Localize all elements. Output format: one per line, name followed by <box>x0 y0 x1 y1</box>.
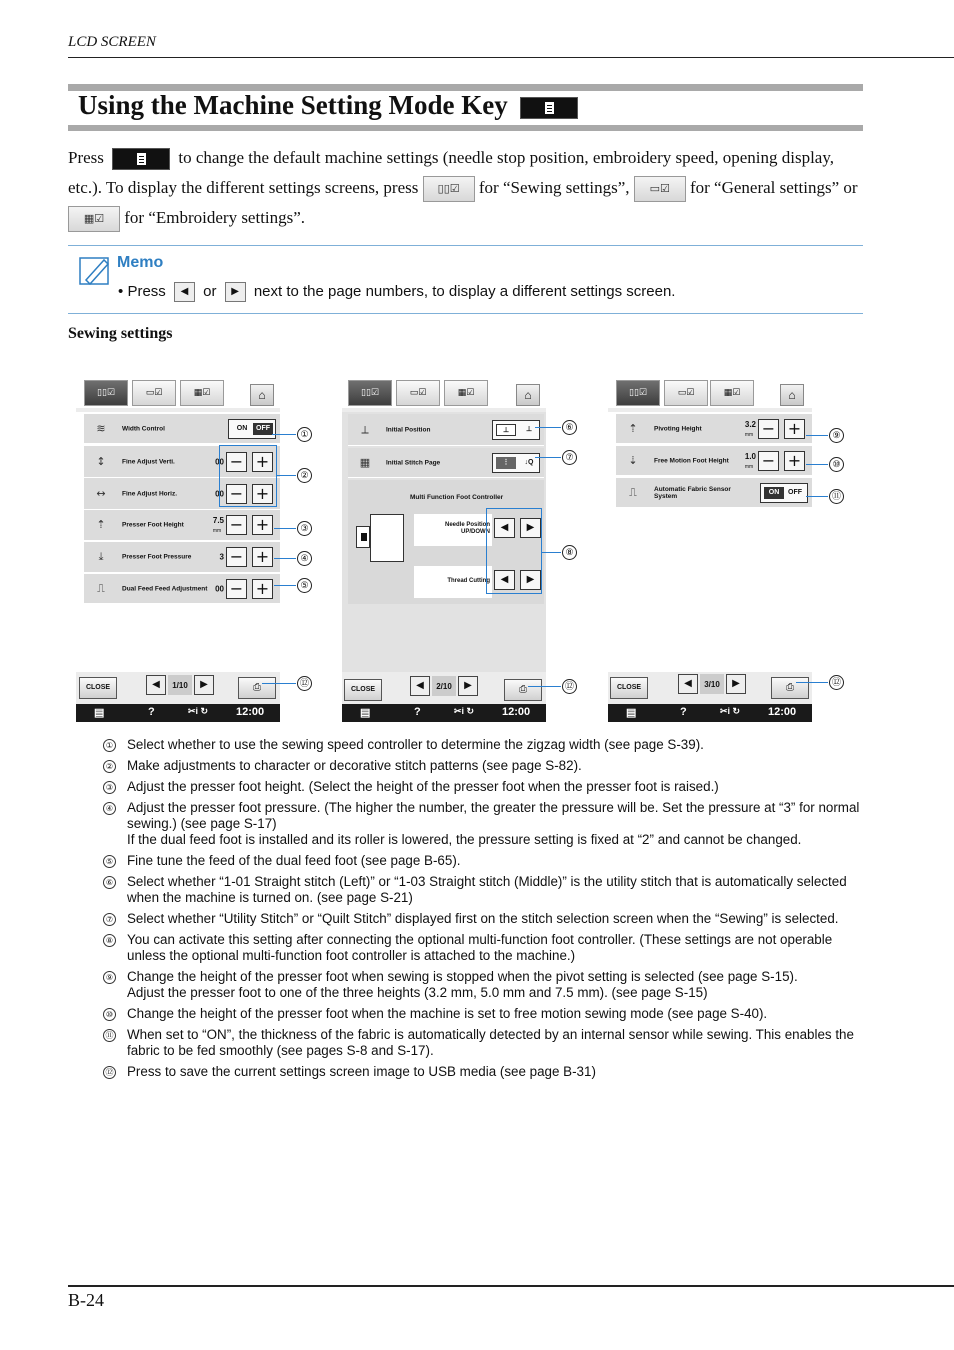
legend-number: ⑪ <box>103 1029 116 1042</box>
machine-setting-icon[interactable]: ▤ <box>94 707 105 719</box>
minus-button[interactable]: − <box>226 452 247 472</box>
presser-foot-height-icon: ⇡ <box>96 518 106 531</box>
setting-label: Width Control <box>122 425 165 432</box>
memo-bullet: • <box>118 282 124 300</box>
value-number: 1.0 <box>744 451 756 461</box>
callout-12: ⑫ <box>829 675 844 690</box>
plus-button[interactable]: + <box>252 452 273 472</box>
footer-rule <box>68 1285 954 1287</box>
next-page-button[interactable]: ▶ <box>458 676 478 696</box>
title-bar-bottom <box>68 125 863 131</box>
legend-number: ⑩ <box>103 1008 116 1021</box>
memo-text <box>118 282 675 302</box>
close-button[interactable]: CLOSE <box>610 677 648 699</box>
free-motion-foot-icon: ⇣ <box>628 453 638 467</box>
legend-item-4 <box>103 800 873 848</box>
tab-bar <box>76 380 280 408</box>
tab-sewing-settings[interactable]: ▯▯☑ <box>348 380 392 406</box>
minus-button[interactable]: − <box>758 419 779 439</box>
value-unit: mm <box>744 431 754 438</box>
tab-embroidery-settings[interactable]: ▦☑ <box>180 380 224 406</box>
page-selector <box>678 674 746 694</box>
page-title <box>78 90 578 121</box>
next-page-button[interactable]: ▶ <box>194 675 214 695</box>
mffc-needle-prev-button[interactable]: ◀ <box>494 518 515 538</box>
intro-for-general: for “General settings” or <box>689 178 858 197</box>
legend-text: Select whether “1-01 Straight stitch (Left)” or “1-03 Straight stitch (Middle)” is the utility stitch that is automatically selected when the machine is turned on. (see page S-21) <box>127 874 847 905</box>
memo-pen-icon <box>78 254 112 286</box>
tutorial-icon[interactable]: ✂i ↻ <box>720 706 741 716</box>
legend-item-11 <box>103 1027 873 1059</box>
minus-button[interactable]: − <box>226 579 247 599</box>
legend-text: Adjust the presser foot height. (Select the height of the presser foot when the presser foot is raised.) <box>127 779 719 794</box>
legend-text: Press to save the current settings screen image to USB media (see page B-31) <box>127 1064 596 1079</box>
machine-setting-key-icon <box>112 148 170 170</box>
prev-page-key-icon: ◀ <box>174 282 195 302</box>
mffc-thread-next-button[interactable]: ▶ <box>520 570 541 590</box>
close-button[interactable]: CLOSE <box>79 677 117 699</box>
legend-number: ③ <box>103 781 116 794</box>
help-icon[interactable]: ? <box>680 706 687 718</box>
page-number: 3/10 <box>700 674 724 694</box>
mffc-row-needle <box>414 514 492 546</box>
setting-value <box>745 420 756 438</box>
plus-button[interactable]: + <box>252 579 273 599</box>
fine-adjust-horiz-icon: ↔ <box>96 486 106 500</box>
setting-label: Free Motion Foot Height <box>654 457 729 464</box>
plus-button[interactable]: + <box>252 515 273 535</box>
legend-text: Change the height of the presser foot when sewing is stopped when the pivot setting is selected (see page S-15). Adjust the presser foot to one of the three heights (3.2 mm, 5.0 mm and 7.5 mm). (see page S-15) <box>127 969 798 1000</box>
setting-value: 00 <box>215 457 224 466</box>
tab-bar <box>608 380 812 408</box>
setting-label: Automatic Fabric Sensor System <box>654 485 731 500</box>
callout-8: ⑧ <box>562 545 577 560</box>
running-header: LCD SCREEN <box>68 34 156 50</box>
legend-list <box>103 737 873 1085</box>
callout-line <box>277 475 296 476</box>
sewing-settings-screen-1 <box>76 380 280 722</box>
page-number: 1/10 <box>168 675 192 695</box>
close-button[interactable]: CLOSE <box>344 679 382 701</box>
legend-number: ④ <box>103 802 116 815</box>
legend-item-3 <box>103 779 873 795</box>
callout-10: ⑩ <box>829 457 844 472</box>
setting-row-presser-foot-height <box>84 510 280 541</box>
callout-line <box>528 686 561 687</box>
minus-button[interactable]: − <box>758 451 779 471</box>
save-screen-image-button[interactable]: ⎙ <box>771 677 809 699</box>
intro-for-sewing: for “Sewing settings”, <box>478 178 630 197</box>
legend-text: You can activate this setting after connecting the optional multi-function foot controller. (These settings are not operable unless the optional multi-function foot controller is attached to the machine.) <box>127 932 833 963</box>
legend-text: Select whether to use the sewing speed controller to determine the zigzag width (see page S-39). <box>127 737 704 752</box>
toggle-off: OFF <box>253 423 273 435</box>
tab-general-settings[interactable]: ▭☑ <box>664 380 708 406</box>
setting-label: Presser Foot Pressure <box>122 553 192 561</box>
memo-rule-top <box>68 245 863 246</box>
width-control-icon: ≋ <box>96 421 106 435</box>
clock: 12:00 <box>768 706 797 718</box>
setting-label: Fine Adjust Horiz. <box>122 490 178 497</box>
callout-7: ⑦ <box>562 450 577 465</box>
memo-press: Press <box>127 282 166 300</box>
setting-value <box>213 516 224 534</box>
legend-text: Select whether “Utility Stitch” or “Quilt Stitch” displayed first on the stitch selection screen when the “Sewing” is selected. <box>127 911 839 926</box>
intro-paragraph <box>68 143 858 233</box>
clock: 12:00 <box>236 706 265 718</box>
page-number: B-24 <box>68 1290 104 1310</box>
tab-sewing-settings[interactable]: ▯▯☑ <box>616 380 660 406</box>
sewing-settings-screen-3 <box>608 380 812 722</box>
setting-row-dual-feed-adjustment <box>84 574 280 604</box>
value-unit: mm <box>744 463 754 470</box>
callout-12: ⑫ <box>562 679 577 694</box>
initial-stitch-page-button[interactable]: ⋮ ↓Q <box>492 453 540 473</box>
machine-setting-icon[interactable]: ▤ <box>626 707 637 719</box>
minus-button[interactable]: − <box>226 547 247 567</box>
legend-item-7 <box>103 911 873 927</box>
setting-label: Pivoting Height <box>654 425 702 432</box>
legend-item-6 <box>103 874 873 906</box>
legend-item-8 <box>103 932 873 964</box>
general-settings-icon: ▭☑ <box>634 176 686 202</box>
legend-number: ⑤ <box>103 855 116 868</box>
legend-number: ② <box>103 760 116 773</box>
needle-position-icon: ⟂ <box>361 422 369 436</box>
presser-foot-pressure-icon: ⤓ <box>98 550 104 563</box>
legend-text: Make adjustments to character or decorative stitch patterns (see page S-82). <box>127 758 582 773</box>
page-title-text: Using the Machine Setting Mode Key <box>78 90 508 120</box>
setting-label: Initial Position <box>386 426 431 433</box>
intro-text-1: to change the default machine settings (needle stop position, embroidery speed, opening display, etc.). To display the different settings screens, press <box>68 148 834 197</box>
toggle-off: OFF <box>788 488 802 496</box>
stitch-grid-icon: ▦ <box>359 455 371 469</box>
callout-line <box>535 457 561 458</box>
prev-page-button[interactable]: ◀ <box>410 676 430 696</box>
setting-row-automatic-fabric-sensor <box>616 478 812 508</box>
home-icon[interactable]: ⌂ <box>250 384 274 406</box>
mffc-label-thread: Thread Cutting <box>447 578 490 584</box>
fine-adjust-verti-icon: ↕ <box>96 454 106 468</box>
callout-line <box>796 682 828 683</box>
mffc-needle-next-button[interactable]: ▶ <box>520 518 541 538</box>
memo-or: or <box>203 282 217 300</box>
legend-number: ⑫ <box>103 1066 116 1079</box>
intro-for-embroidery: for “Embroidery settings”. <box>124 208 306 227</box>
tab-sewing-settings[interactable]: ▯▯☑ <box>84 380 128 406</box>
fabric-sensor-toggle[interactable] <box>760 483 808 503</box>
callout-line <box>262 683 296 684</box>
callout-line <box>274 558 296 559</box>
setting-row-free-motion-foot-height <box>616 446 812 476</box>
status-bar <box>76 704 280 722</box>
setting-row-width-control <box>84 414 280 444</box>
prev-page-button[interactable]: ◀ <box>678 674 698 694</box>
setting-value: 3 <box>219 552 224 562</box>
legend-number: ⑨ <box>103 971 116 984</box>
setting-label: Dual Feed Feed Adjustment <box>122 585 208 592</box>
tutorial-icon[interactable]: ✂i ↻ <box>188 706 209 716</box>
setting-row-pivoting-height <box>616 414 812 444</box>
tab-general-settings[interactable]: ▭☑ <box>132 380 176 406</box>
status-bar <box>608 704 812 722</box>
legend-item-10 <box>103 1006 873 1022</box>
section-heading: Sewing settings <box>68 325 173 342</box>
callout-line <box>806 496 828 497</box>
setting-label: Fine Adjust Verti. <box>122 458 175 465</box>
next-page-button[interactable]: ▶ <box>726 674 746 694</box>
legend-text: Change the height of the presser foot when the machine is set to free motion sewing mode (see page S-40). <box>127 1006 768 1021</box>
intro-press: Press <box>68 148 104 167</box>
plus-button[interactable]: + <box>784 451 805 471</box>
legend-item-2 <box>103 758 873 774</box>
width-control-toggle[interactable] <box>228 419 276 439</box>
minus-button[interactable]: − <box>226 515 247 535</box>
callout-1: ① <box>297 427 312 442</box>
callout-12: ⑫ <box>297 676 312 691</box>
plus-button[interactable]: + <box>784 419 805 439</box>
callout-6: ⑥ <box>562 420 577 435</box>
help-icon[interactable]: ? <box>414 706 421 718</box>
machine-setting-key-icon <box>520 97 578 119</box>
callout-5: ⑤ <box>297 578 312 593</box>
memo-rest: next to the page numbers, to display a different settings screen. <box>253 282 676 300</box>
minus-button[interactable]: − <box>226 484 247 504</box>
page-selector <box>410 676 478 696</box>
legend-item-12 <box>103 1064 873 1080</box>
mffc-row-thread <box>414 566 492 598</box>
memo-title: Memo <box>117 254 164 271</box>
callout-line <box>274 528 296 529</box>
legend-number: ① <box>103 739 116 752</box>
page-number: 2/10 <box>432 676 456 696</box>
callout-3: ③ <box>297 521 312 536</box>
value-number: 3.2 <box>744 419 756 429</box>
foot-pedal-small-icon <box>356 526 370 548</box>
embroidery-settings-icon: ▦☑ <box>68 206 120 232</box>
mffc-title: Multi Function Foot Controller <box>410 494 504 501</box>
value-number: 7.5 <box>212 516 224 525</box>
callout-9: ⑨ <box>829 428 844 443</box>
legend-number: ⑦ <box>103 913 116 926</box>
setting-label: Presser Foot Height <box>122 521 184 529</box>
callout-line <box>806 435 828 436</box>
header-rule <box>68 57 954 58</box>
toggle-on: ON <box>764 487 784 499</box>
sewing-settings-icon: ▯▯☑ <box>423 176 475 202</box>
callout-highlight-2 <box>219 445 277 507</box>
help-icon[interactable]: ? <box>148 706 155 718</box>
callout-2: ② <box>297 468 312 483</box>
machine-setting-icon[interactable]: ▤ <box>360 707 371 719</box>
setting-label: Initial Stitch Page <box>386 459 441 466</box>
callout-line <box>274 585 296 586</box>
mffc-thread-prev-button[interactable]: ◀ <box>494 570 515 590</box>
home-icon[interactable]: ⌂ <box>516 384 540 406</box>
initial-position-button[interactable]: ⊥ ⊥ <box>492 420 540 440</box>
plus-button[interactable]: + <box>252 484 273 504</box>
tab-bar <box>342 380 546 408</box>
next-page-key-icon: ▶ <box>225 282 246 302</box>
prev-page-button[interactable]: ◀ <box>146 675 166 695</box>
legend-text: Fine tune the feed of the dual feed foot (see page B-65). <box>127 853 461 868</box>
legend-text: Adjust the presser foot pressure. (The higher the number, the greater the pressure will be. Set the pressure at “3” for normal sewing.) (see page S-17) If the dual feed foot is installed and its roller is lowered, the pressure setting is fixed at “2” and cannot be changed. <box>127 800 860 847</box>
callout-line <box>272 434 296 435</box>
setting-row-initial-stitch-page <box>348 448 544 478</box>
callout-4: ④ <box>297 551 312 566</box>
foot-pedal-large-icon <box>370 514 404 562</box>
clock: 12:00 <box>502 706 531 718</box>
callout-line <box>535 427 561 428</box>
legend-number: ⑧ <box>103 934 116 947</box>
legend-item-5 <box>103 853 873 869</box>
fabric-sensor-icon: ⎍ <box>629 485 637 499</box>
tab-embroidery-settings[interactable]: ▦☑ <box>710 380 754 406</box>
setting-value: 00 <box>215 584 224 593</box>
callout-line <box>806 464 828 465</box>
tab-embroidery-settings[interactable]: ▦☑ <box>444 380 488 406</box>
toggle-on: ON <box>236 424 248 432</box>
setting-value <box>745 452 756 470</box>
legend-item-9 <box>103 969 873 1001</box>
mffc-label-needle: Needle Position UP/DOWN <box>444 522 490 535</box>
home-icon[interactable]: ⌂ <box>780 384 804 406</box>
setting-row-presser-foot-pressure <box>84 542 280 573</box>
setting-row-initial-position <box>348 414 544 446</box>
tutorial-icon[interactable]: ✂i ↻ <box>454 706 475 716</box>
callout-line <box>542 552 561 553</box>
legend-number: ⑥ <box>103 876 116 889</box>
plus-button[interactable]: + <box>252 547 273 567</box>
setting-value: 00 <box>215 489 224 498</box>
dual-feed-icon: ⎍ <box>97 581 105 595</box>
legend-text: When set to “ON”, the thickness of the fabric is automatically detected by an internal sensor while sewing. This enables the fabric to be fed smoothly (see pages S-8 and S-17). <box>127 1027 854 1058</box>
memo-rule-bottom <box>68 313 863 314</box>
save-screen-image-button[interactable]: ⎙ <box>504 679 542 701</box>
pivoting-height-icon: ⇡ <box>628 421 638 435</box>
legend-item-1 <box>103 737 873 753</box>
tab-general-settings[interactable]: ▭☑ <box>396 380 440 406</box>
callout-11: ⑪ <box>829 489 844 504</box>
status-bar <box>342 704 546 722</box>
save-screen-image-button[interactable]: ⎙ <box>238 677 276 699</box>
page-selector <box>146 675 214 695</box>
value-unit: mm <box>212 528 222 534</box>
callout-highlight-8 <box>486 508 542 594</box>
settings-body <box>608 412 812 672</box>
